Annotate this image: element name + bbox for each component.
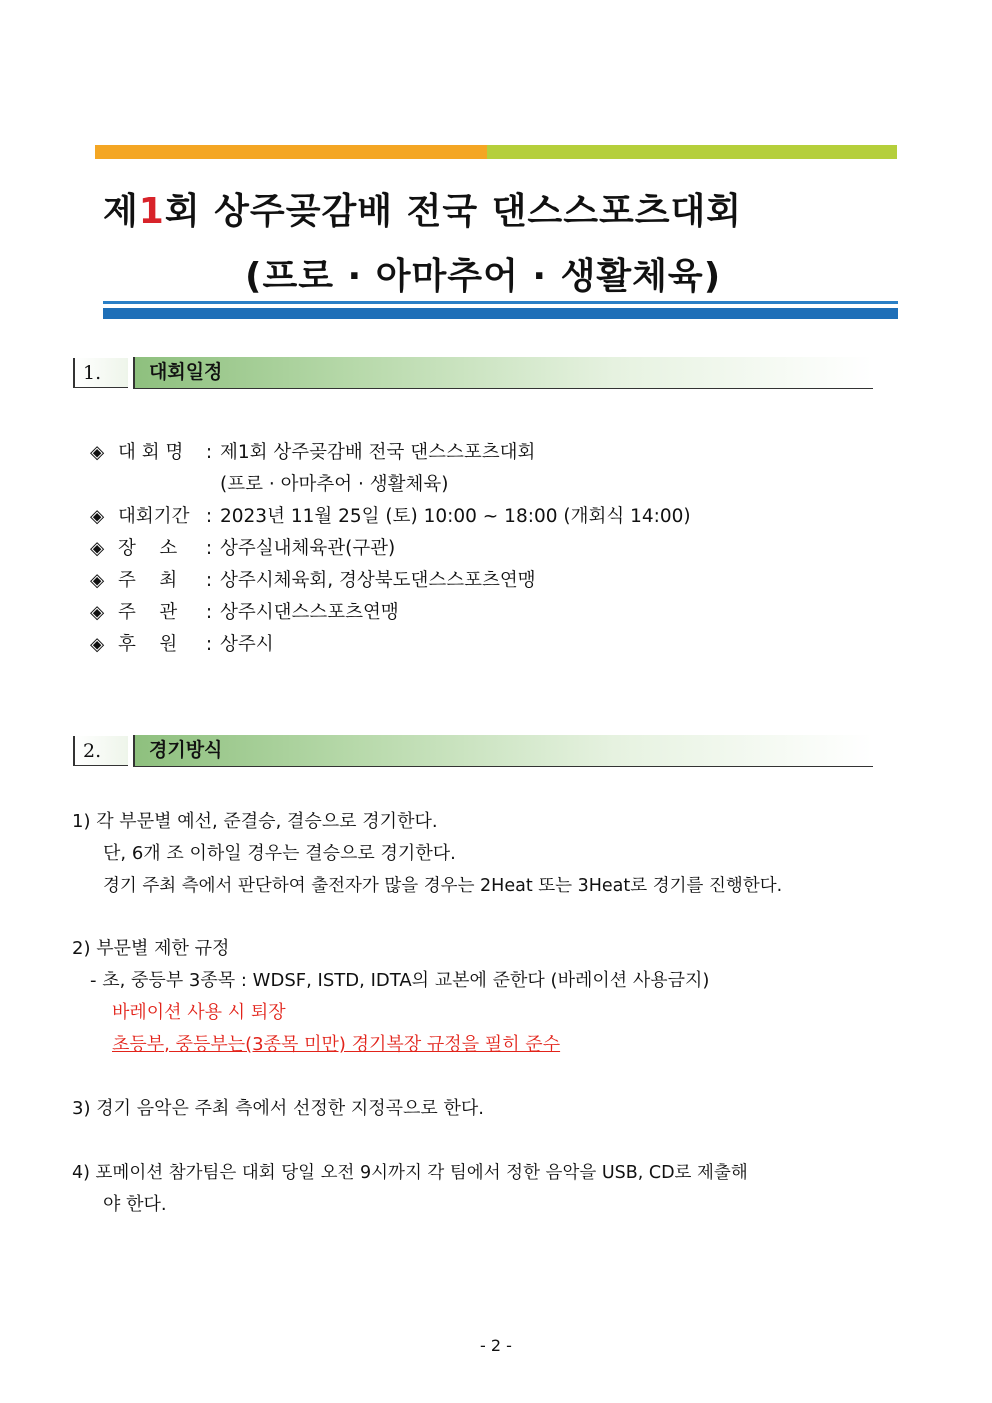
diamond-bullet-icon: ◈ <box>90 506 105 527</box>
info-value: 상주시체육회, 경상북도댄스스포츠연맹 <box>220 570 536 591</box>
info-value: 제1회 상주곶감배 전국 댄스스포츠대회 <box>220 442 536 463</box>
rule2-line1: 2) 부문별 제한 규정 <box>72 938 230 959</box>
info-value: 상주시 <box>220 634 274 655</box>
info-colon: : <box>205 634 213 655</box>
rule2-line2: - 초, 중등부 3종목 : WDSF, ISTD, IDTA의 교본에 준한다 (바레이션 사용금지) <box>90 970 710 991</box>
diamond-bullet-icon: ◈ <box>90 538 105 559</box>
info-colon: : <box>205 442 213 463</box>
info-label: 대회기간 <box>118 506 190 527</box>
rule1-line1: 1) 각 부문별 예선, 준결승, 결승으로 경기한다. <box>72 811 438 832</box>
rule4-line2: 야 한다. <box>103 1194 167 1215</box>
page-number: - 2 - <box>480 1336 512 1355</box>
document-subtitle: (프로 · 아마추어 · 생활체육) <box>245 256 722 297</box>
info-colon: : <box>205 506 213 527</box>
info-row-organizer <box>90 600 399 626</box>
info-colon: : <box>205 538 213 559</box>
info-label: 주 최 <box>118 570 178 591</box>
section2-number: 2. <box>73 736 128 766</box>
section1-title: 대회일정 <box>133 357 873 389</box>
info-row-sponsor <box>90 632 274 658</box>
rule1-line2: 단, 6개 조 이하일 경우는 결승으로 경기한다. <box>103 843 456 864</box>
section1-number: 1. <box>73 358 128 388</box>
info-colon: : <box>205 602 213 623</box>
rule2-warning-underlined: 초등부, 중등부는(3종목 미만) 경기복장 규정을 필히 준수 <box>112 1034 561 1055</box>
header-rule-thick <box>103 308 898 319</box>
info-row-venue <box>90 536 395 562</box>
section2-title: 경기방식 <box>133 735 873 767</box>
title-edition-number: 1 <box>138 191 165 232</box>
header-bar-green <box>487 145 897 159</box>
title-rest: 회 상주곶감배 전국 댄스스포츠대회 <box>164 191 743 232</box>
rule2-warning: 바레이션 사용 시 퇴장 <box>112 1002 286 1023</box>
info-value: 상주시댄스스포츠연맹 <box>220 602 399 623</box>
diamond-bullet-icon: ◈ <box>90 570 105 591</box>
header-rule-thin <box>103 301 898 304</box>
info-row-name <box>90 440 535 466</box>
rule3-line1: 3) 경기 음악은 주최 측에서 선정한 지정곡으로 한다. <box>72 1098 485 1119</box>
diamond-bullet-icon: ◈ <box>90 442 105 463</box>
diamond-bullet-icon: ◈ <box>90 634 105 655</box>
info-label: 후 원 <box>118 634 178 655</box>
diamond-bullet-icon: ◈ <box>90 602 105 623</box>
info-label: 장 소 <box>118 538 178 559</box>
info-row-period <box>90 504 691 530</box>
info-value: 상주실내체육관(구관) <box>220 538 396 559</box>
info-label: 대 회 명 <box>118 442 184 463</box>
header-bar-orange <box>95 145 487 159</box>
rule4-line1: 4) 포메이션 참가팀은 대회 당일 오전 9시까지 각 팀에서 정한 음악을 USB, CD로 제출해 <box>72 1163 748 1183</box>
document-title <box>103 183 742 234</box>
info-value: (프로 · 아마추어 · 생활체육) <box>220 474 449 495</box>
rule1-line3: 경기 주최 측에서 판단하여 출전자가 많을 경우는 2Heat 또는 3Heat로 경기를 진행한다. <box>103 876 783 896</box>
info-colon: : <box>205 570 213 591</box>
info-row-host <box>90 568 536 594</box>
info-label: 주 관 <box>118 602 178 623</box>
info-value: 2023년 11월 25일 (토) 10:00 ~ 18:00 (개회식 14:00) <box>220 506 691 527</box>
title-prefix: 제 <box>103 191 139 232</box>
info-row-name-cont <box>90 472 448 498</box>
